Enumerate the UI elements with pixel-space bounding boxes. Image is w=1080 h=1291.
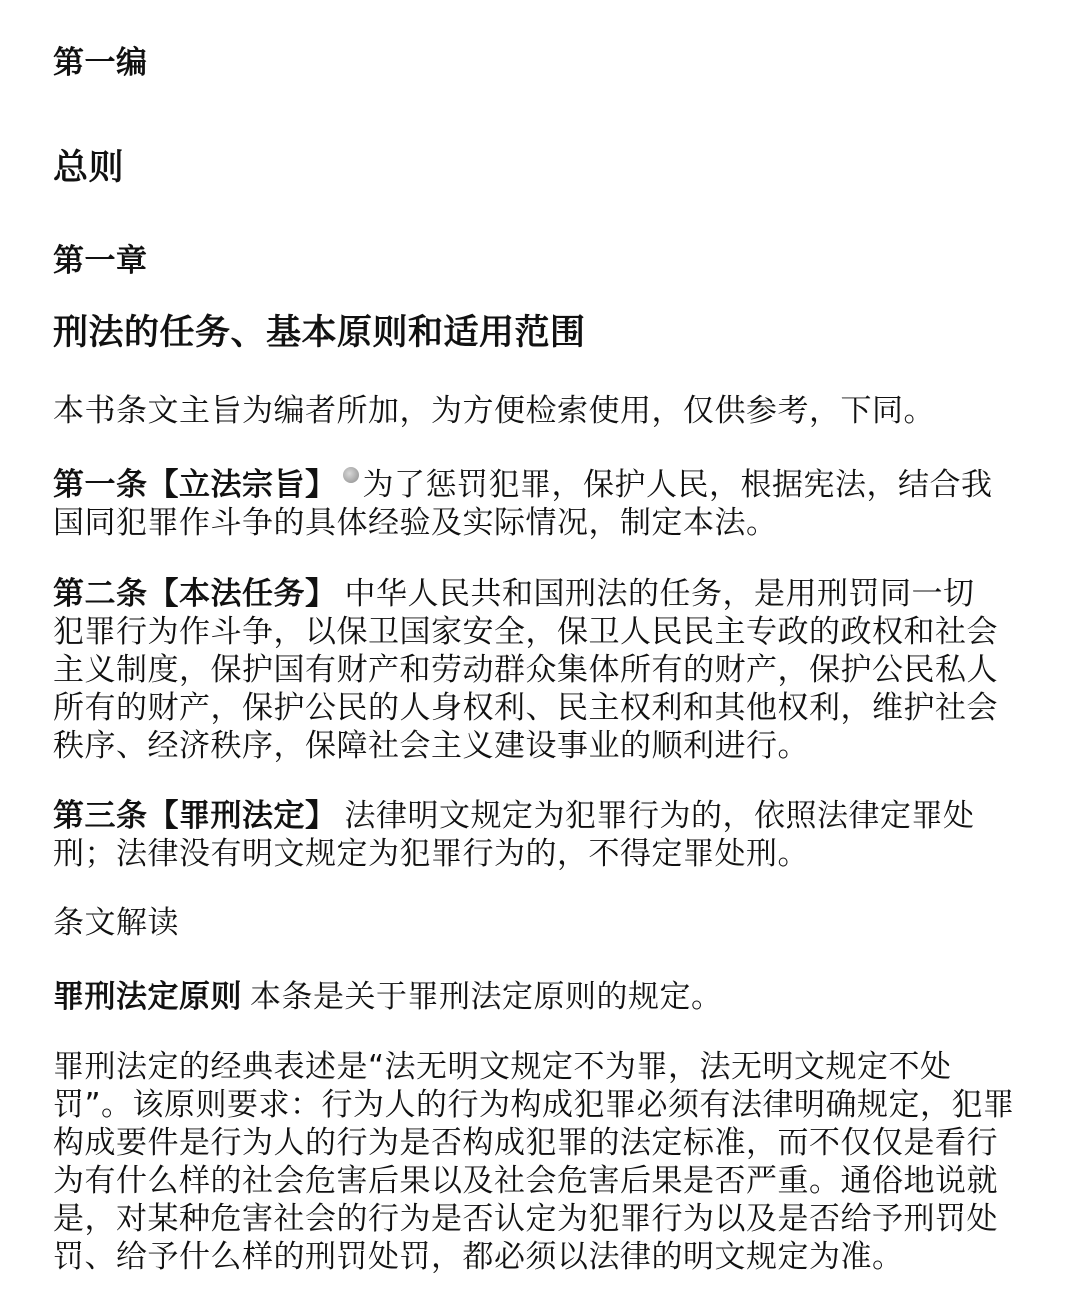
article-2-text: 中华人民共和国刑法的任务，是用刑罚同一切 xyxy=(344,576,975,612)
interpretation-paragraph-line: 罚”。该原则要求：行为人的行为构成犯罪必须有法律明确规定，犯罪 xyxy=(53,1087,1015,1123)
article-1-heading: 第一条【立法宗旨】 xyxy=(53,467,337,503)
chapter-heading: 第一章 xyxy=(53,243,148,279)
article-3-text-line: 刑；法律没有明文规定为犯罪行为的，不得定罪处刑。 xyxy=(53,836,809,872)
article-1-text-line: 国同犯罪作斗争的具体经验及实际情况，制定本法。 xyxy=(53,505,778,541)
principle-text: 本条是关于罪刑法定原则的规定。 xyxy=(250,979,723,1015)
footnote-icon[interactable] xyxy=(343,467,359,483)
article-3-first-line xyxy=(53,797,975,835)
part-heading: 第一编 xyxy=(53,45,148,81)
chapter-title: 刑法的任务、基本原则和适用范围 xyxy=(53,313,586,353)
article-2-text-line: 主义制度，保护国有财产和劳动群众集体所有的财产，保护公民私人 xyxy=(53,652,998,688)
interpretation-title: 条文解读 xyxy=(53,905,179,941)
article-2-first-line xyxy=(53,575,975,613)
principle-line xyxy=(53,978,723,1016)
article-3-text: 法律明文规定为犯罪行为的，依照法律定罪处 xyxy=(344,798,975,834)
interpretation-paragraph-line: 为有什么样的社会危害后果以及社会危害后果是否严重。通俗地说就 xyxy=(53,1163,998,1199)
article-2-heading: 第二条【本法任务】 xyxy=(53,576,337,612)
article-2-text-line: 所有的财产，保护公民的人身权利、民主权利和其他权利，维护社会 xyxy=(53,690,998,726)
article-2-text-line: 秩序、经济秩序，保障社会主义建设事业的顺利进行。 xyxy=(53,728,809,764)
interpretation-paragraph-line: 罚、给予什么样的刑罚处罚，都必须以法律的明文规定为准。 xyxy=(53,1239,904,1275)
article-1-first-line xyxy=(53,466,993,504)
article-3-heading: 第三条【罪刑法定】 xyxy=(53,798,337,834)
interpretation-paragraph-line: 罪刑法定的经典表述是“法无明文规定不为罪，法无明文规定不处 xyxy=(53,1049,952,1085)
part-title: 总则 xyxy=(53,148,125,188)
article-1-text: 为了惩罚犯罪，保护人民，根据宪法，结合我 xyxy=(362,467,993,503)
article-2-text-line: 犯罪行为作斗争，以保卫国家安全，保卫人民民主专政的政权和社会 xyxy=(53,614,998,650)
editor-note: 本书条文主旨为编者所加，为方便检索使用，仅供参考，下同。 xyxy=(53,393,935,429)
principle-label: 罪刑法定原则 xyxy=(53,979,242,1015)
interpretation-paragraph-line: 构成要件是行为人的行为是否构成犯罪的法定标准，而不仅仅是看行 xyxy=(53,1125,998,1161)
interpretation-paragraph-line: 是，对某种危害社会的行为是否认定为犯罪行为以及是否给予刑罚处 xyxy=(53,1201,998,1237)
